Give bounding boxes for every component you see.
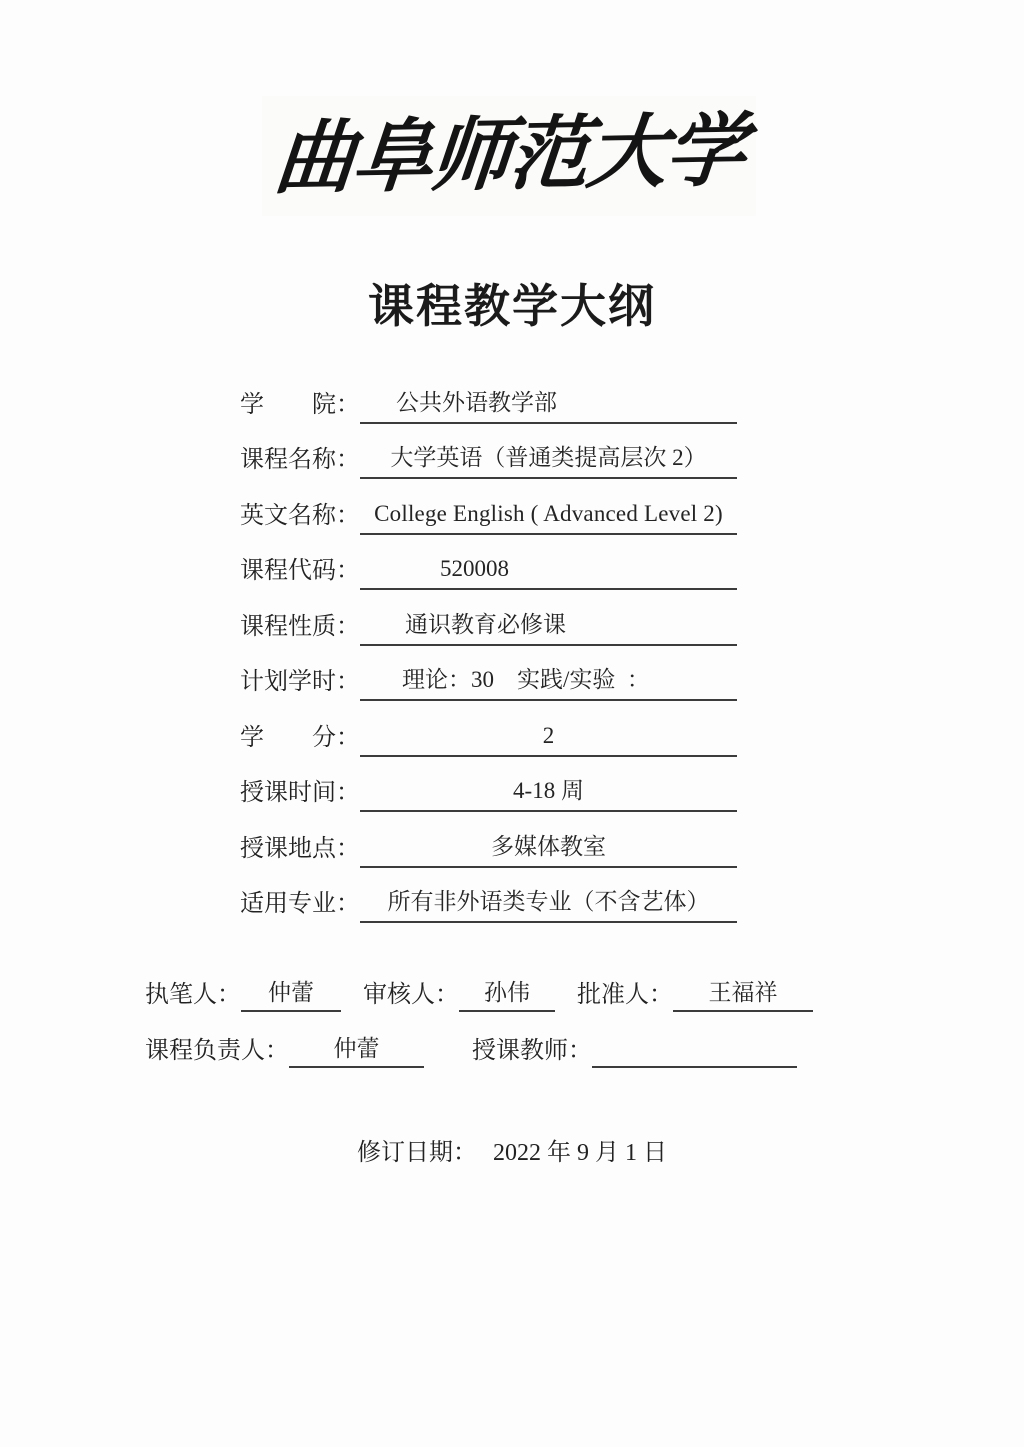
signature-row-1 bbox=[145, 956, 845, 1012]
field-label: 课程名称： bbox=[240, 447, 360, 474]
field-label: 适用专业： bbox=[240, 891, 360, 918]
sig-reviewer-label: 审核人： bbox=[363, 982, 459, 1009]
field-label: 课程性质： bbox=[240, 613, 360, 640]
field-row-planned-hours bbox=[240, 646, 737, 702]
field-row-teaching-time bbox=[240, 757, 737, 813]
field-label: 计划学时： bbox=[240, 669, 360, 696]
field-value: 4-18 周 bbox=[360, 777, 737, 812]
sig-reviewer bbox=[363, 979, 555, 1012]
university-logo-calligraphy: 曲阜师范大学 bbox=[270, 107, 748, 205]
field-value: 所有非外语类专业（不含艺体） bbox=[360, 888, 737, 923]
sig-course-leader bbox=[145, 1035, 424, 1068]
sig-instructor-value bbox=[592, 1036, 797, 1068]
revision-date-label: 修订日期： bbox=[357, 1140, 477, 1166]
sig-approver-value: 王福祥 bbox=[673, 979, 813, 1012]
field-label: 英文名称： bbox=[240, 502, 360, 529]
field-row-english-name bbox=[240, 479, 737, 535]
sig-writer-value: 仲蕾 bbox=[241, 979, 341, 1012]
sig-course-leader-label: 课程负责人： bbox=[145, 1038, 289, 1065]
field-label: 授课时间： bbox=[240, 780, 360, 807]
revision-date-value: 2022 年 9 月 1 日 bbox=[493, 1140, 667, 1166]
sig-writer bbox=[145, 979, 341, 1012]
signature-row-2 bbox=[145, 1012, 845, 1068]
field-value: 公共外语教学部 bbox=[360, 389, 737, 424]
field-row-applicable-majors bbox=[240, 868, 737, 924]
field-row-teaching-location bbox=[240, 812, 737, 868]
field-value: 多媒体教室 bbox=[360, 833, 737, 868]
field-row-credits bbox=[240, 701, 737, 757]
field-row-course-code bbox=[240, 535, 737, 591]
revision-date bbox=[0, 1132, 1024, 1167]
field-label: 课程代码： bbox=[240, 558, 360, 585]
sig-instructor bbox=[472, 1036, 797, 1068]
sig-instructor-label: 授课教师： bbox=[472, 1038, 592, 1065]
field-row-course-type bbox=[240, 590, 737, 646]
sig-writer-label: 执笔人： bbox=[145, 982, 241, 1009]
field-row-department bbox=[240, 368, 737, 424]
field-label: 学 院： bbox=[240, 391, 360, 418]
sig-reviewer-value: 孙伟 bbox=[459, 979, 555, 1012]
page-title: 课程教学大纲 bbox=[368, 279, 656, 333]
field-value: 理论：30 实践/实验 ： bbox=[360, 666, 737, 701]
field-value: 通识教育必修课 bbox=[360, 611, 737, 646]
field-label: 学 分： bbox=[240, 724, 360, 751]
field-value: 大学英语（普通类提高层次 2） bbox=[360, 444, 737, 479]
field-value: College English ( Advanced Level 2) bbox=[360, 500, 737, 535]
syllabus-form bbox=[240, 368, 737, 923]
field-row-course-name bbox=[240, 424, 737, 480]
sig-approver-label: 批准人： bbox=[577, 982, 673, 1009]
sig-approver bbox=[577, 979, 813, 1012]
field-value: 520008 bbox=[360, 555, 737, 590]
sig-course-leader-value: 仲蕾 bbox=[289, 1035, 424, 1068]
signature-block bbox=[145, 956, 845, 1068]
field-label: 授课地点： bbox=[240, 835, 360, 862]
field-value: 2 bbox=[360, 722, 737, 757]
university-logo bbox=[262, 96, 756, 216]
